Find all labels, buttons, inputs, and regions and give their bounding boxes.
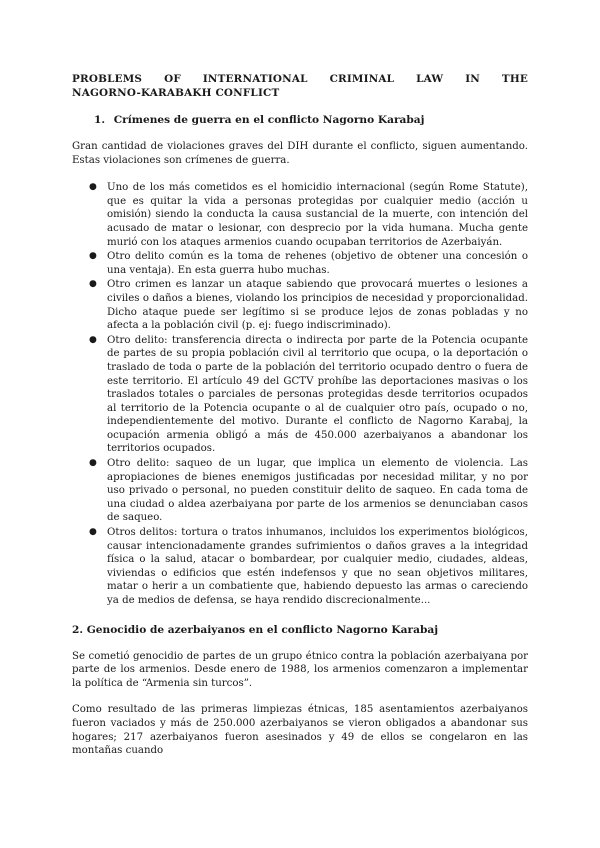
bullet-icon: ● — [89, 334, 97, 345]
list-item-text: Uno de los más cometidos es el homicidio internacional (según Rome Statute), que es quitar la vida a personas protegidas por cualquier medio (acción u omisión) siendo la conducta la causa sustancial de la muerte, con intención del acusado de matar o lesionar, con desprecio por la vida humana. Mucha gente murió con los ataques armenios cuando ocupaban territorios de Azerbaiyán. — [107, 182, 528, 248]
section-2-heading: 2. Genocidio de azerbaiyanos en el conflicto Nagorno Karabaj — [72, 623, 439, 636]
list-item — [72, 334, 528, 456]
section-1-intro: Gran cantidad de violaciones graves del DIH durante el conflicto, siguen aumentando. Estas violaciones son crímenes de guerra. — [72, 141, 528, 166]
section-1-heading — [94, 113, 528, 127]
list-item-text: Otros delitos: tortura o tratos inhumanos, incluidos los experimentos biológicos, causar intencionadamente grandes sufrimientos o daños graves a la integridad física o la salud, atacar o bombardear, por cualquier medio, ciudades, aldeas, viviendas o edificios que estén indefensos y que no sean objetivos militares, matar o herir a un combatiente que, habiendo depuesto las armas o careciendo ya de medios de defensa, se haya rendido discrecionalmente... — [107, 527, 528, 606]
war-crimes-list — [72, 181, 528, 607]
list-item — [72, 457, 528, 525]
bullet-icon: ● — [89, 251, 97, 262]
list-item-text: Otro delito: transferencia directa o indirecta por parte de la Potencia ocupante de partes de su propia población civil al territorio que ocupa, o la deportación o traslado de toda o parte de la población del territorio ocupado dentro o fuera de este territorio. El artículo 49 del GCTV prohíbe las deportaciones masivas o los traslados totales o parciales de personas protegidas desde territorios ocupados al territorio de la Potencia ocupante o al de cualquier otro país, ocupado o no, independientemente del motivo. Durante el conflicto de Nagorno Karabaj, la ocupación armenia obligó a más de 450.000 azerbaiyanos a abandonar los territorios ocupados. — [107, 334, 528, 455]
list-item-text: Otro delito: saqueo de un lugar, que implica un elemento de violencia. Las apropiaciones de bienes enemigos justificadas por necesidad militar, y no por uso privado o personal, no pueden constituir delito de saqueo. En cada toma de una ciudad o aldea azerbaiyana por parte de los armenios se denunciaban casos de saqueo. — [107, 458, 528, 524]
bullet-icon: ● — [89, 458, 97, 469]
section-1-title: Crímenes de guerra en el conflicto Nagorno Karabaj — [113, 114, 425, 126]
bullet-icon: ● — [89, 279, 97, 290]
list-item-text: Otro delito común es la toma de rehenes (objetivo de obtener una concesión o una ventaja). En esta guerra hubo muchas. — [107, 251, 528, 276]
section-2-paragraph-1: Se cometió genocidio de partes de un grupo étnico contra la población azerbaiyana por parte de los armenios. Desde enero de 1988, los armenios comenzaron a implementar la política de “Armenia sin turcos”. — [72, 650, 528, 689]
title-line-2: NAGORNO-KARABAKH CONFLICT — [72, 87, 280, 99]
title-line-1: PROBLEMS OF INTERNATIONAL CRIMINAL LAW IN THE — [72, 73, 528, 85]
bullet-icon: ● — [89, 527, 97, 538]
list-item — [72, 526, 528, 608]
document-title — [72, 72, 528, 100]
list-item — [72, 250, 528, 277]
section-1-number: 1. — [94, 114, 106, 126]
document-body — [72, 72, 528, 758]
bullet-icon: ● — [89, 182, 97, 193]
list-item-text: Otro crimen es lanzar un ataque sabiendo que provocará muertes o lesiones a civiles o daños a bienes, violando los principios de necesidad y proporcionalidad. Dicho ataque puede ser legítimo si se produce lejos de zonas pobladas y no afecta a la población civil (p. ej: fuego indiscriminado). — [107, 279, 528, 332]
list-item — [72, 181, 528, 249]
section-2-paragraph-2: Como resultado de las primeras limpiezas étnicas, 185 asentamientos azerbaiyanos fueron vaciados y más de 250.000 azerbaiyanos se vieron obligados a abandonar sus hogares; 217 azerbaiyanos fueron asesinados y 49 de ellos se congelaron en las montañas cuando — [72, 704, 528, 757]
list-item — [72, 278, 528, 332]
